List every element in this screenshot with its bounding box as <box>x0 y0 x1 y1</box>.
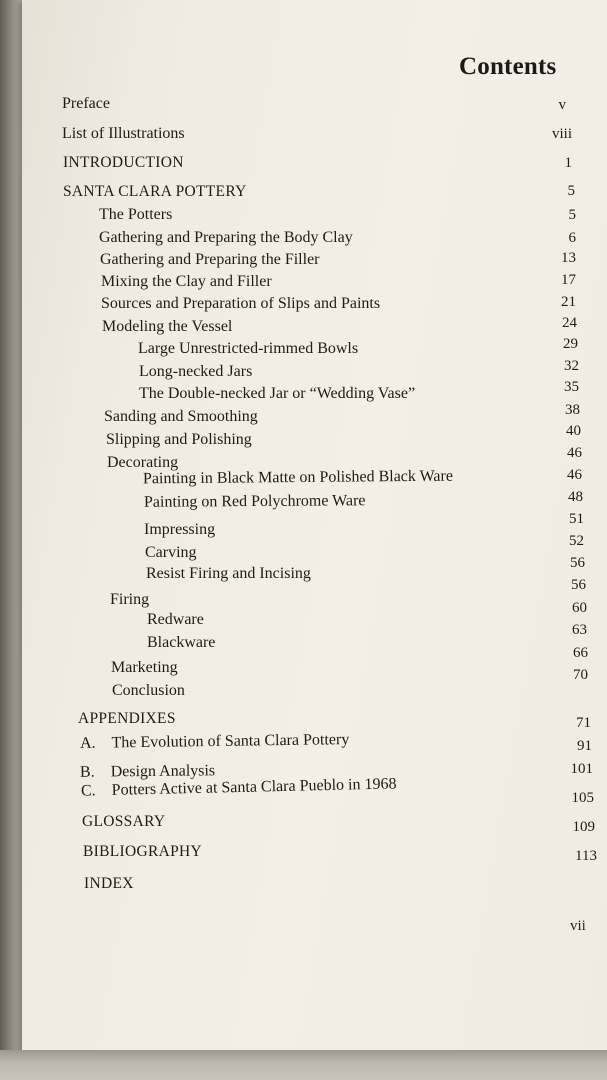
toc-entry: Sources and Preparation of Slips and Paints <box>101 295 381 312</box>
toc-entry: Redware <box>147 611 204 628</box>
toc-entry: Long-necked Jars <box>139 363 253 380</box>
toc-page-number: 1 <box>564 155 572 171</box>
toc-entry: Impressing <box>144 521 216 538</box>
toc-entry: INDEX <box>84 875 134 892</box>
page-bottom-edge <box>0 1050 607 1080</box>
toc-entry: Gathering and Preparing the Body Clay <box>99 229 353 246</box>
toc-entry: GLOSSARY <box>82 813 166 830</box>
toc-entry: INTRODUCTION <box>63 154 184 171</box>
toc-entry: B. Design Analysis <box>79 762 216 781</box>
toc-entry: Painting on Red Polychrome Ware <box>143 492 366 511</box>
toc-page-number: 63 <box>572 622 587 638</box>
toc-page-number: 71 <box>576 715 591 731</box>
toc-entry: Marketing <box>111 659 178 676</box>
toc-page-number: 66 <box>573 645 588 661</box>
toc-entry: Resist Firing and Incising <box>146 565 311 582</box>
toc-page-number: 40 <box>566 423 581 439</box>
toc-entry: The Potters <box>99 206 173 223</box>
toc-page-number: 109 <box>572 819 595 835</box>
toc-page-number: 24 <box>562 315 577 331</box>
toc-entry: Slipping and Polishing <box>106 431 252 448</box>
toc-page-number: 91 <box>577 738 592 754</box>
toc-entry: List of Illustrations <box>62 125 185 142</box>
toc-entry: A. The Evolution of Santa Clara Pottery <box>79 731 350 752</box>
toc-page-number: 101 <box>570 761 593 777</box>
toc-entry: Large Unrestricted-rimmed Bowls <box>138 340 359 357</box>
toc-page-number: 105 <box>571 790 594 806</box>
toc-entry: BIBLIOGRAPHY <box>83 843 202 860</box>
toc-page-number: 46 <box>567 467 582 483</box>
toc-page-number: v <box>558 97 566 113</box>
toc-entry: C. Potters Active at Santa Clara Pueblo in 1968 <box>80 775 397 800</box>
toc-page-number: 48 <box>568 489 583 505</box>
toc-page-number: 113 <box>575 848 597 864</box>
toc-page-number: 29 <box>563 336 578 352</box>
page-folio: vii <box>570 918 586 934</box>
toc-entry: Gathering and Preparing the Filler <box>100 251 320 268</box>
toc-page-number: 13 <box>561 250 576 266</box>
toc-page-number: 70 <box>573 667 588 683</box>
toc-page-number: 56 <box>571 577 586 593</box>
toc-entry: Modeling the Vessel <box>102 318 233 335</box>
toc-page-number: 32 <box>564 358 579 374</box>
toc-entry: The Double-necked Jar or “Wedding Vase” <box>139 385 416 402</box>
toc-page-number: 35 <box>564 379 579 395</box>
toc-entry: Carving <box>145 544 197 561</box>
toc-page-number: 60 <box>572 600 587 616</box>
toc-entry: Sanding and Smoothing <box>104 408 258 425</box>
toc-entry: Mixing the Clay and Filler <box>101 273 272 290</box>
toc-page-number: 5 <box>567 183 575 199</box>
toc-entry: Preface <box>62 95 110 112</box>
toc-page-number: 6 <box>568 230 576 246</box>
toc-page-number: 38 <box>565 402 580 418</box>
toc-entry: Blackware <box>147 634 216 651</box>
toc-entry: SANTA CLARA POTTERY <box>63 183 247 200</box>
toc-page-number: 46 <box>567 445 582 461</box>
toc-page-number: 52 <box>569 533 584 549</box>
toc-page-number: 21 <box>561 294 576 310</box>
toc-entry: Painting in Black Matte on Polished Black Ware <box>142 467 453 488</box>
toc-page-number: 5 <box>568 207 576 223</box>
toc-entry: Conclusion <box>112 682 185 699</box>
toc-entry: Decorating <box>107 454 179 471</box>
page-title: Contents <box>459 53 557 80</box>
toc-page-number: 51 <box>569 511 584 527</box>
toc-entry: APPENDIXES <box>78 710 176 727</box>
toc-page-number: 17 <box>561 272 576 288</box>
toc-page-number: viii <box>551 126 572 142</box>
toc-entry: Firing <box>110 591 150 608</box>
toc-page-number: 56 <box>570 555 585 571</box>
